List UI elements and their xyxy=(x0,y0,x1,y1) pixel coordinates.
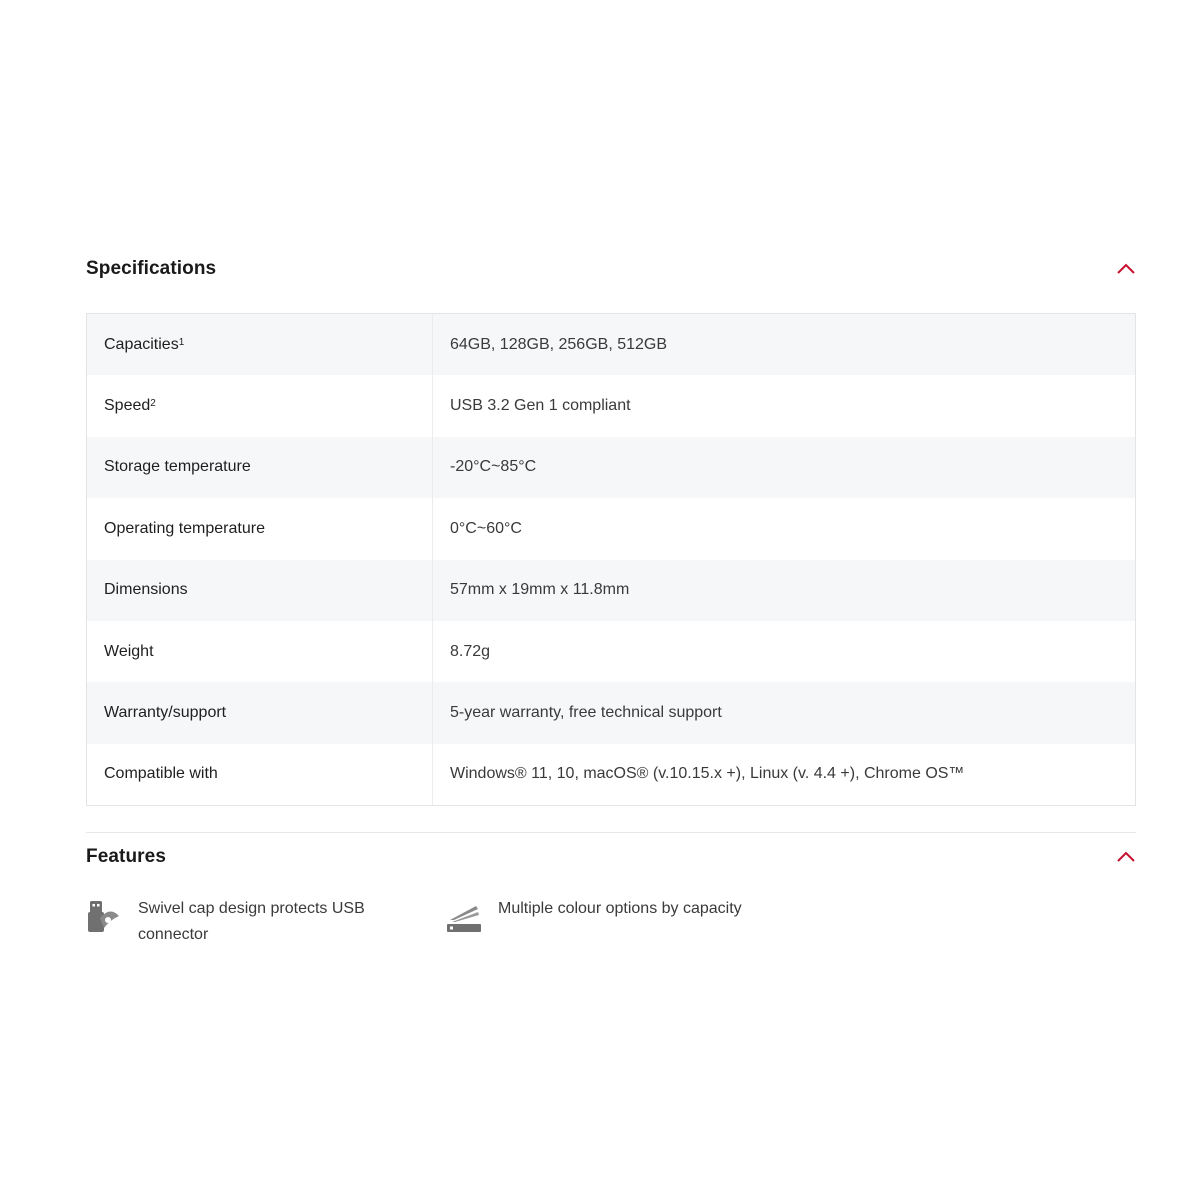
spec-value: 0°C~60°C xyxy=(450,519,522,537)
spec-label: Storage temperature xyxy=(104,458,251,476)
spec-label: Compatible with xyxy=(104,765,218,783)
spec-label: Dimensions xyxy=(104,581,188,599)
section-divider xyxy=(86,832,1136,833)
spec-label: Operating temperature xyxy=(104,519,265,537)
spec-value: -20°C~85°C xyxy=(450,458,537,476)
spec-label: Speed xyxy=(104,397,151,415)
spec-label: Capacities xyxy=(104,335,179,353)
swivel-usb-icon xyxy=(86,898,122,934)
specifications-table xyxy=(86,313,1136,806)
features-title: Features xyxy=(86,846,167,867)
chevron-up-icon[interactable] xyxy=(1116,847,1136,867)
spec-value: Windows® 11, 10, macOS® (v.10.15.x +), Linux (v. 4.4 +), Chrome OS™ xyxy=(450,765,965,783)
feature-text: Multiple colour options by capacity xyxy=(498,900,742,917)
spec-label: Warranty/support xyxy=(104,704,227,722)
spec-value: 64GB, 128GB, 256GB, 512GB xyxy=(450,335,668,353)
table-row xyxy=(87,682,1135,743)
specifications-title: Specifications xyxy=(86,258,217,279)
features-header[interactable] xyxy=(86,846,1136,868)
feature-text: Swivel cap design protects USB connector xyxy=(138,900,365,943)
spec-value: 5-year warranty, free technical support xyxy=(450,704,722,722)
table-row: Speed $^2$ USB 3.2 Gen 1 compliant xyxy=(87,375,1135,436)
table-row xyxy=(87,437,1135,498)
feature-item xyxy=(86,898,386,948)
spec-value: USB 3.2 Gen 1 compliant xyxy=(450,397,631,415)
chevron-up-icon[interactable] xyxy=(1116,259,1136,279)
specifications-header[interactable] xyxy=(86,258,1136,280)
table-row xyxy=(87,560,1135,621)
table-row xyxy=(87,744,1135,805)
table-row xyxy=(87,621,1135,682)
table-row xyxy=(87,498,1135,559)
spec-label: Weight xyxy=(104,642,154,660)
colour-layers-icon xyxy=(446,898,482,934)
table-row: Capacities $^1$ 64GB, 128GB, 256GB, 512GB xyxy=(87,314,1135,375)
spec-value: 57mm x 19mm x 11.8mm xyxy=(450,581,630,599)
spec-value: 8.72g xyxy=(450,642,491,660)
feature-item xyxy=(446,898,846,934)
